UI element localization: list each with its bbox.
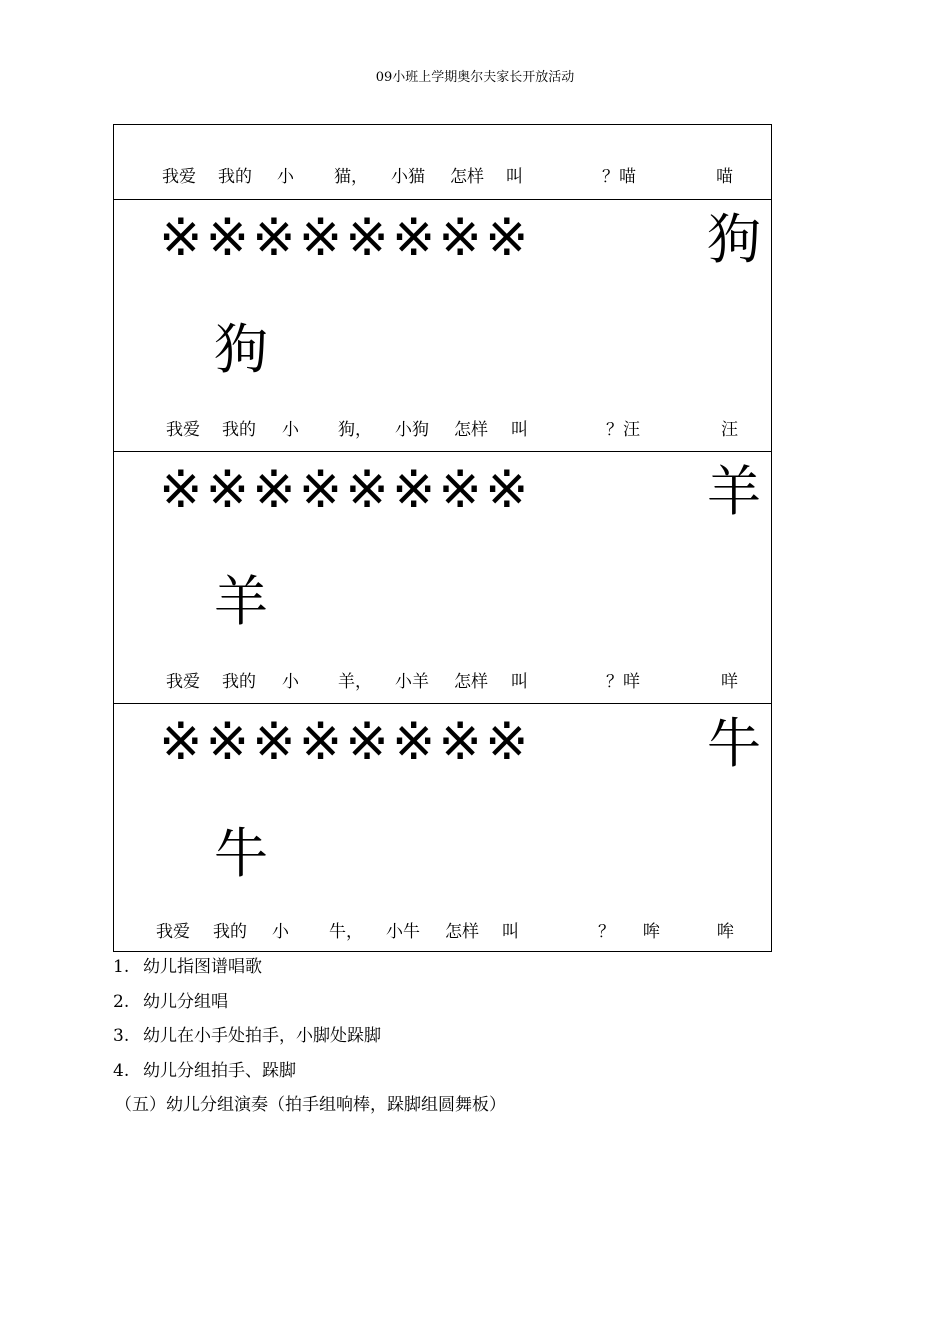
- animal-char: 牛: [214, 822, 268, 885]
- lyric-word: ？汪: [606, 420, 640, 440]
- table-row-dog: [114, 199, 771, 452]
- rhythm-symbols: ※※※※※※※※: [159, 208, 532, 268]
- lyric-word: 哞: [717, 922, 734, 942]
- lyric-word: 喵: [716, 167, 733, 187]
- lyric-line: [114, 165, 771, 189]
- lyric-word: 哞: [643, 922, 660, 942]
- section-heading: （五）幼儿分组演奏（拍手组响棒，跺脚组圆舞板）: [115, 1095, 506, 1115]
- lyric-word: 小羊: [395, 672, 429, 692]
- lyric-word: 我爱: [156, 922, 190, 942]
- lyric-word: 我的: [222, 672, 256, 692]
- steps-list: [113, 954, 506, 1127]
- lyric-word: 我的: [218, 167, 252, 187]
- lyric-word: 小: [282, 672, 299, 692]
- step-number: 4.: [113, 1060, 130, 1081]
- step-number: 1.: [113, 957, 130, 977]
- lyric-word: 怎样: [450, 167, 484, 187]
- list-item: [113, 989, 506, 1024]
- lyric-word: 我的: [222, 420, 256, 440]
- lyric-word: ？: [598, 922, 615, 942]
- lyric-word: 怎样: [445, 922, 479, 942]
- table-row-cow: [114, 703, 771, 954]
- lyric-word: 叫: [511, 420, 528, 440]
- lyric-word: 汪: [721, 420, 738, 440]
- table-row-sheep: [114, 451, 771, 704]
- list-item: [113, 954, 506, 989]
- animal-char: 牛: [707, 712, 761, 775]
- lyric-line: [114, 418, 771, 442]
- lyric-word: 狗，: [338, 420, 372, 440]
- list-item: [113, 1058, 506, 1093]
- step-text: 幼儿分组唱: [143, 991, 228, 1012]
- lyric-word: 羊，: [338, 672, 372, 692]
- lyric-word: 我爱: [162, 167, 196, 187]
- lyric-word: 叫: [511, 672, 528, 692]
- lyric-word: 小: [272, 922, 289, 942]
- lyric-word: 猫，: [334, 167, 368, 187]
- lyric-word: 小牛: [386, 922, 420, 942]
- animal-char: 狗: [707, 208, 761, 271]
- lyric-word: 咩: [721, 672, 738, 692]
- animal-char: 羊: [707, 460, 761, 523]
- lyric-line: [114, 670, 771, 694]
- step-number: 2.: [113, 991, 130, 1012]
- step-number: 3.: [113, 1026, 130, 1046]
- list-item: [113, 1023, 506, 1058]
- step-text: 幼儿指图谱唱歌: [143, 957, 262, 977]
- lyric-word: 叫: [502, 922, 519, 942]
- table-row-cat: [114, 125, 771, 199]
- step-text: 幼儿在小手处拍手，小脚处跺脚: [143, 1026, 381, 1046]
- lyric-word: 我爱: [166, 672, 200, 692]
- step-text: 幼儿分组拍手、跺脚: [143, 1060, 296, 1081]
- rhythm-symbols: ※※※※※※※※: [159, 460, 532, 520]
- animal-char: 狗: [214, 318, 268, 381]
- lyric-line: [114, 920, 771, 944]
- lyric-word: 小猫: [391, 167, 425, 187]
- page-header: 09小班上学期奥尔夫家长开放活动: [375, 70, 575, 85]
- lyric-word: ？咩: [606, 672, 640, 692]
- lyric-word: 我的: [213, 922, 247, 942]
- animal-char: 羊: [214, 570, 268, 633]
- lyric-word: 牛，: [329, 922, 363, 942]
- rhythm-symbols: ※※※※※※※※: [159, 712, 532, 772]
- lyric-word: 叫: [506, 167, 523, 187]
- lyric-word: 我爱: [166, 420, 200, 440]
- lyric-word: 小: [277, 167, 294, 187]
- song-table: [113, 124, 772, 952]
- lyric-word: 怎样: [454, 672, 488, 692]
- lyric-word: ？喵: [602, 167, 636, 187]
- lyric-word: 怎样: [454, 420, 488, 440]
- lyric-word: 小狗: [395, 420, 429, 440]
- lyric-word: 小: [282, 420, 299, 440]
